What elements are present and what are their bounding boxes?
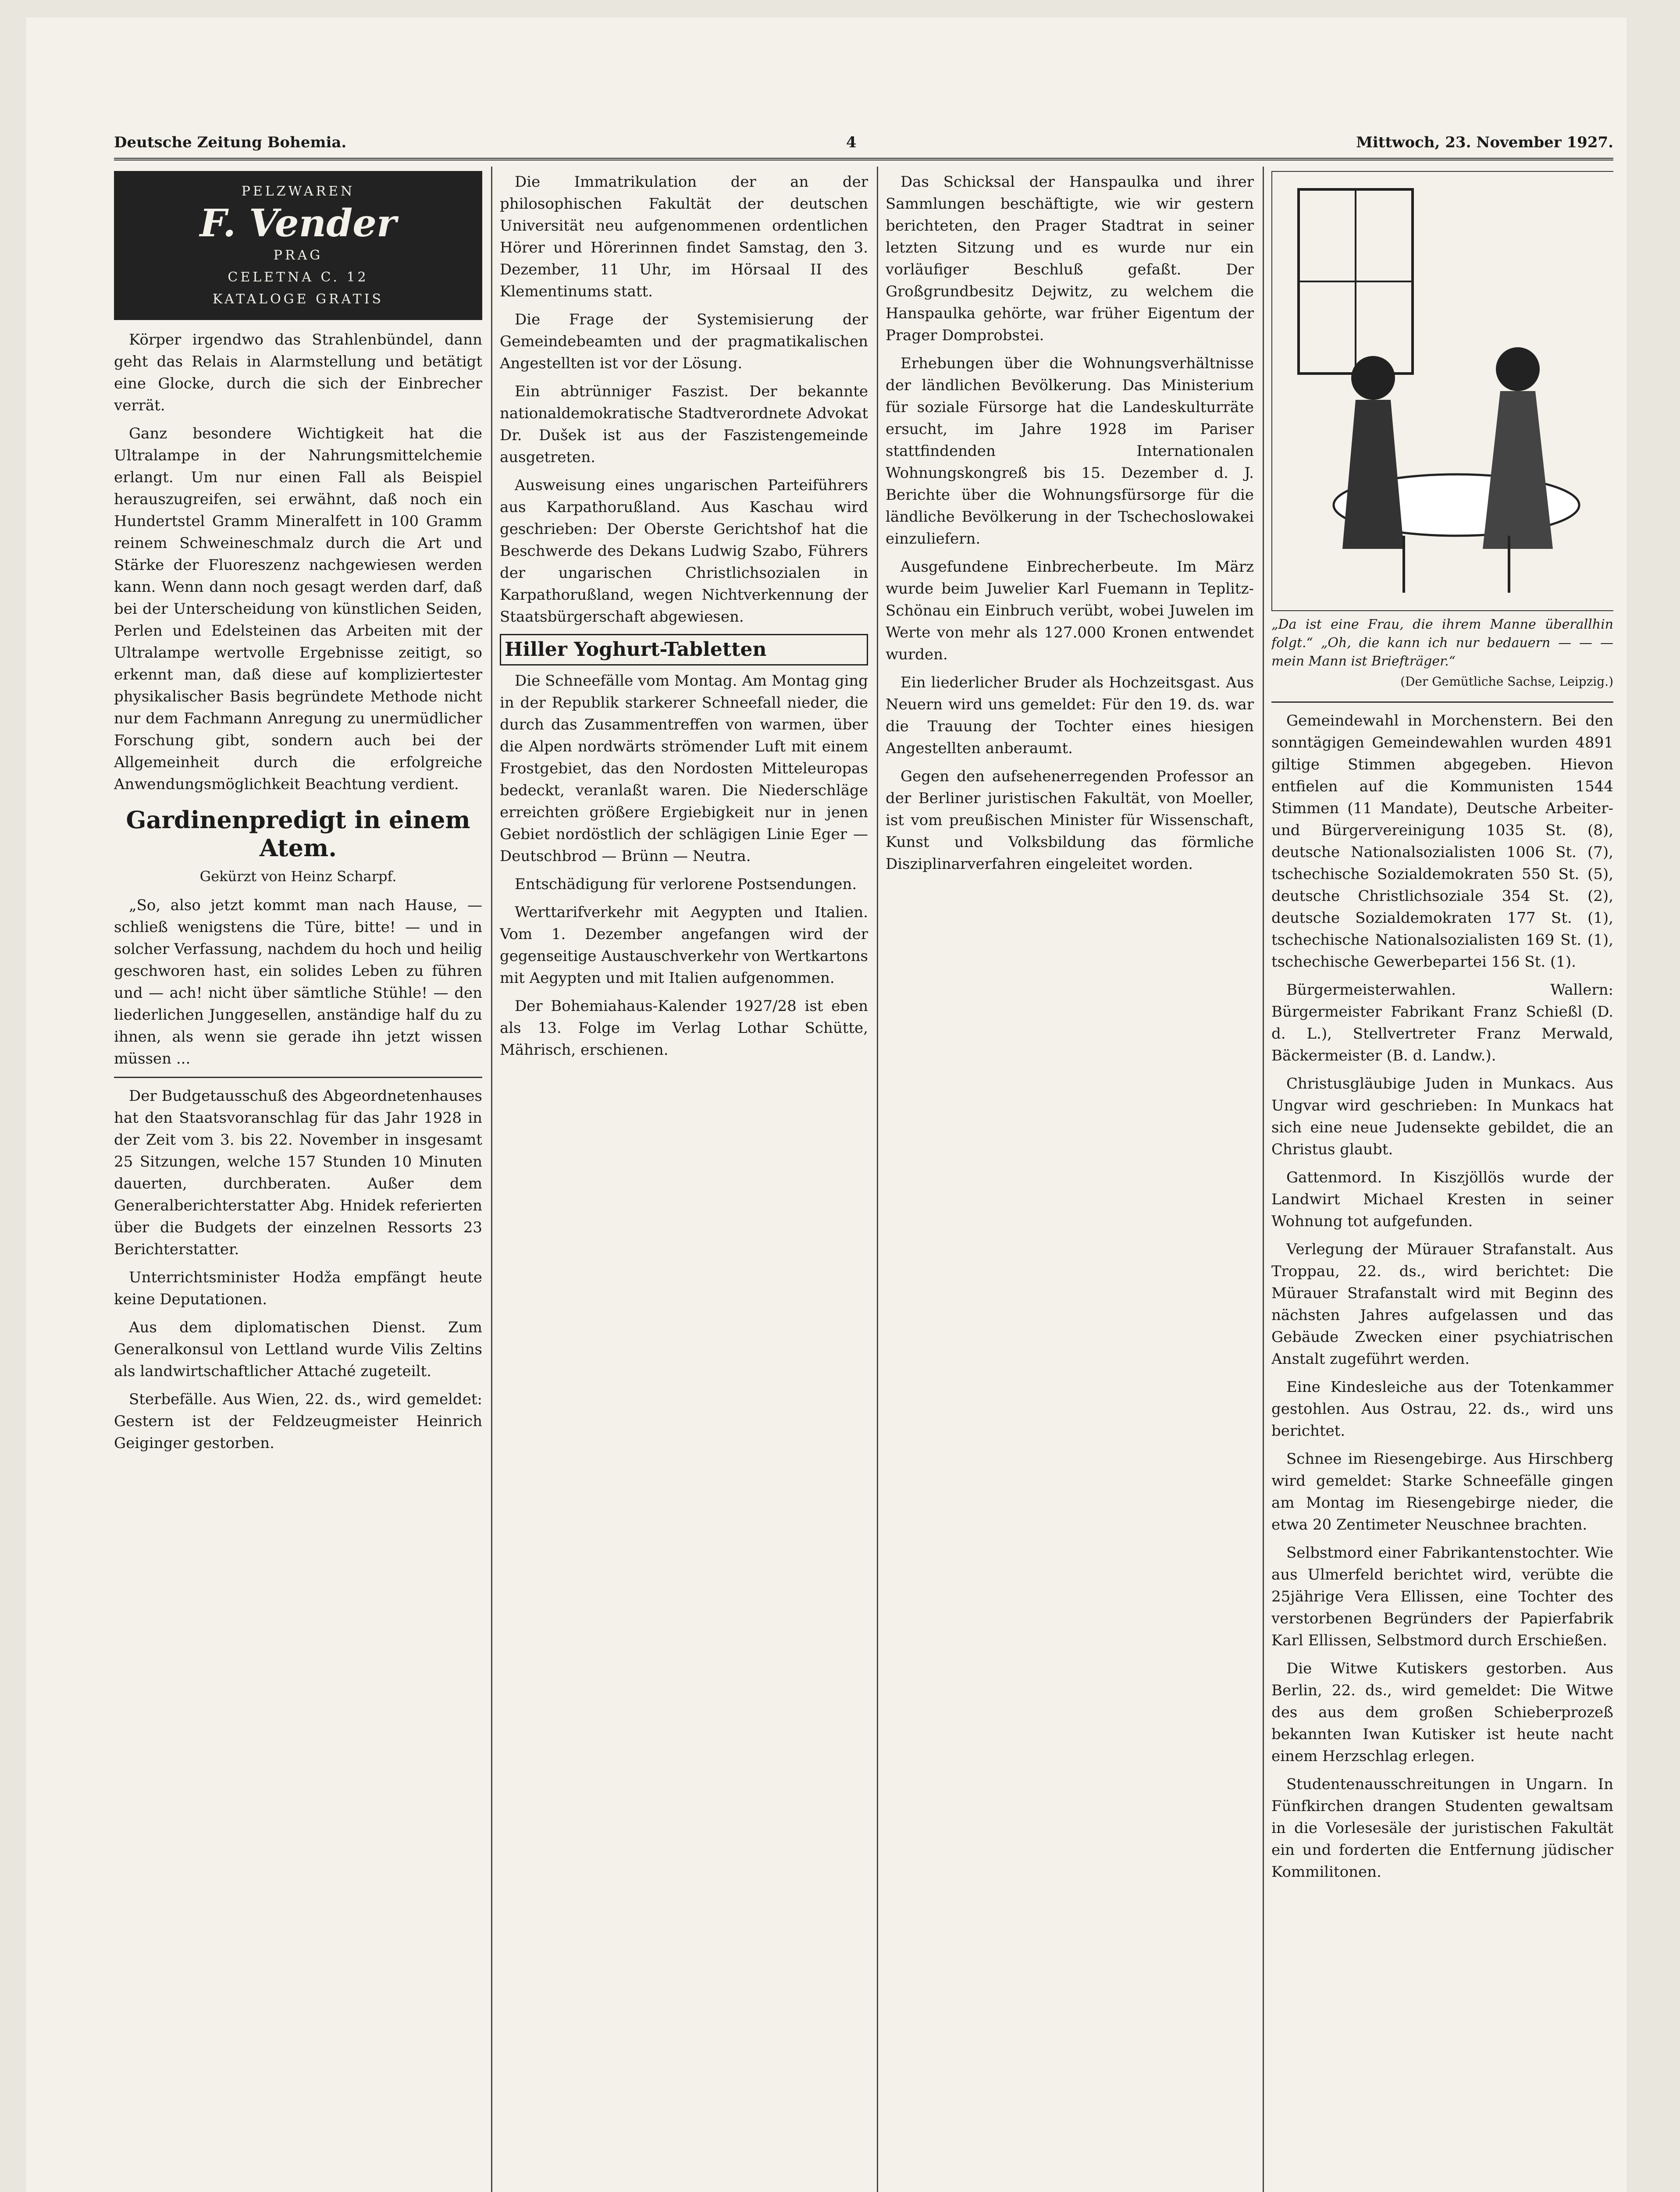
ad-fender-name: F. Vender: [199, 201, 397, 246]
article-paragraph: Christusgläubige Juden in Munkacs. Aus Ungvar wird geschrieben: In Munkacs hat sich eine neue Judensekte gebildet, die an Christus glaubt.: [1271, 1075, 1613, 1158]
article-paragraph: Aus dem diplomatischen Dienst. Zum Generalkonsul von Lettland wurde Vilis Zeltins als landwirtschaftlicher Attaché zugeteilt.: [114, 1319, 482, 1380]
cartoon-credit: (Der Gemütliche Sachse, Leipzig.): [1400, 674, 1613, 689]
divider: [114, 1077, 482, 1078]
column-3: [886, 171, 1254, 2192]
article-paragraph: Studentenausschreitungen in Ungarn. In Fünfkirchen drangen Studenten gewaltsam in die Vorlesesäle der juristischen Fakultät ein und forderten die Entfernung jüdischer Kommilitonen.: [1271, 1776, 1613, 1881]
column-1: [114, 171, 482, 2192]
article-paragraph: Ausgefundene Einbrecherbeute. Im März wurde beim Juwelier Karl Fuemann in Teplitz-Schönau ein Einbruch verübt, wobei Juwelen im Werte von mehr als 127.000 Kronen entwendet wurden.: [886, 558, 1254, 663]
column-2: [500, 171, 868, 2192]
ad-fender-address: CELETNA C. 12: [228, 270, 369, 285]
newspaper-name: Deutsche Zeitung Bohemia.: [114, 134, 347, 151]
column-rule: [877, 167, 878, 2192]
newspaper-page: [26, 18, 1627, 2192]
article-paragraph: Gemeindewahl in Morchenstern. Bei den sonntägigen Gemeindewahlen wurden 4891 giltige Stimmen abgegeben. Hievon entfielen auf die Kommunisten 1544 Stimmen (11 Mandate), Deutsche Arbeiter- und Bürgervereinigung 1035 St. (8), deutsche Nationalsozialisten 1006 St. (7), tschechische Sozialdemokraten 550 St. (5), deutsche Christlichsoziale 354 St. (2), deutsche Sozialdemokraten 177 St. (1), tschechische Nationalsozialisten 169 St. (1), tschechische Gewerbepartei 156 St. (1).: [1271, 712, 1613, 971]
ad-hiller-tablets: Hiller Yoghurt-Tabletten: [500, 634, 868, 665]
divider: [1271, 701, 1613, 703]
article-paragraph: Entschädigung für verlorene Postsendungen.: [515, 875, 857, 893]
issue-date: Mittwoch, 23. November 1927.: [1356, 134, 1613, 151]
article-paragraph: „So, also jetzt kommt man nach Hause, — schließ wenigstens die Türe, bitte! — und in solcher Verfassung, nachdem du hoch und heilig geschworen hast, ein solides Leben zu führen und — ach! nicht über sämtliche Stühle! — den liederlichen Junggesellen, anständige half du zu ihnen, als wenn sie gerade ihn jetzt wissen müssen ...: [114, 897, 482, 1068]
article-paragraph: Ganz besondere Wichtigkeit hat die Ultralampe in der Nahrungsmittelchemie erlangt. Um nur einen Fall als Beispiel herauszugreifen, sei erwähnt, daß noch ein Hundertstel Gramm Mineralfett in 100 Gramm reinem Schweineschmalz durch die Art und Stärke der Fluoreszenz nachgewiesen werden kann. Wenn dann noch gesagt werden darf, daß bei der Unterscheidung von künstlichen Seiden, Perlen und Edelsteinen das Arbeiten mit der Ultralampe wertvolle Ergebnisse zeitigt, so erkennt man, daß diese auf kompliziertester physikalischer Basis begründete Methode nicht nur dem Fachmann Anregung zu unermüdlicher Forschung gibt, sondern auch bei der Allgemeinheit durch die erfolgreiche Anwendungsmöglichkeit Beachtung verdient.: [114, 425, 482, 793]
article-byline: Gekürzt von Heinz Scharpf.: [199, 868, 397, 885]
article-paragraph: Erhebungen über die Wohnungsverhältnisse der ländlichen Bevölkerung. Das Ministerium für soziale Fürsorge hat die Landeskulturräte ersucht, im Jahre 1928 im Pariser stattfindenden Internationalen Wohnungskongreß bis 15. Dezember d. J. Berichte über die Wohnungsfürsorge für die ländliche Bevölkerung in der Tschechoslowakei einzuliefern.: [886, 355, 1254, 548]
cartoon-caption: „Da ist eine Frau, die ihrem Manne überallhin folgt.“ „Oh, die kann ich nur bedauern — — — mein Mann ist Briefträger.“: [1271, 617, 1613, 669]
article-paragraph: Unterrichtsminister Hodža empfängt heute keine Deputationen.: [114, 1269, 482, 1308]
column-4: [1271, 171, 1613, 2192]
page-number: 4: [846, 134, 857, 151]
page-header: [114, 127, 1613, 160]
article-paragraph: Selbstmord einer Fabrikantenstochter. Wie aus Ulmerfeld berichtet wird, verübte die 25jährige Vera Ellissen, eine Tochter des verstorbenen Begründers der Papierfabrik Karl Ellissen, Selbstmord durch Erschießen.: [1271, 1544, 1613, 1649]
cartoon-drawing: [1272, 172, 1613, 610]
article-paragraph: Die Immatrikulation der an der philosophischen Fakultät der deutschen Universität neu aufgenommenen ordentlichen Hörer und Hörerinnen findet Samstag, den 3. Dezember, 11 Uhr, im Hörsaal II des Klementinums statt.: [500, 173, 868, 300]
column-rule: [1263, 167, 1264, 2192]
article-paragraph: Werttarifverkehr mit Aegypten und Italien. Vom 1. Dezember angefangen wird der gegenseitige Austauschverkehr von Wertkartons mit Aegypten und mit Italien aufgenommen.: [500, 904, 868, 987]
article-paragraph: Die Frage der Systemisierung der Gemeindebeamten und der pragmatikalischen Angestellten ist vor der Lösung.: [500, 311, 868, 372]
article-paragraph: Der Bohemiahaus-Kalender 1927/28 ist eben als 13. Folge im Verlag Lothar Schütte, Mährisch, erschienen.: [500, 997, 868, 1059]
column-rule: [491, 167, 492, 2192]
article-paragraph: Der Budgetausschuß des Abgeordnetenhauses hat den Staatsvoranschlag für das Jahr 1928 in der Zeit vom 3. bis 22. November in insgesamt 25 Sitzungen, welche 157 Stunden 10 Minuten dauerten, durchberaten. Außer dem Generalberichterstatter Abg. Hnidek referierten über die Budgets der einzelnen Ressorts 23 Berichterstatter.: [114, 1087, 482, 1258]
article-paragraph: Ausweisung eines ungarischen Parteiführers aus Karpathorußland. Aus Kaschau wird geschrieben: Der Oberste Gerichtshof hat die Beschwerde des Dekans Ludwig Szabo, Führers der ungarischen Christlichsozialen in Karpathorußland, wegen Nichtverkennung der Staatsbürgerschaft abgewiesen.: [500, 477, 868, 626]
article-paragraph: Ein liederlicher Bruder als Hochzeitsgast. Aus Neuern wird uns gemeldet: Für den 19. ds. war die Trauung der Tochter eines hiesigen Angestellten anberaumt.: [886, 674, 1254, 757]
ad-fender-category: PELZWAREN: [241, 184, 355, 199]
article-paragraph: Schnee im Riesengebirge. Aus Hirschberg wird gemeldet: Starke Schneefälle gingen am Montag im Riesengebirge nieder, die etwa 20 Zentimeter Neuschnee brachten.: [1271, 1450, 1613, 1534]
article-paragraph: Die Witwe Kutiskers gestorben. Aus Berlin, 22. ds., wird gemeldet: Die Witwe des aus dem großen Schieberprozeß bekannten Iwan Kutisker ist heute nacht einem Herzschlag erlegen.: [1271, 1660, 1613, 1765]
article-paragraph: Gegen den aufsehenerregenden Professor an der Berliner juristischen Fakultät, von Moeller, ist vom preußischen Minister für Wissenschaft, Kunst und Volksbildung das förmliche Disziplinarverfahren eingeleitet worden.: [886, 768, 1254, 873]
article-headline: Gardinenpredigt in einem Atem.: [126, 806, 470, 862]
article-paragraph: Gattenmord. In Kiszjöllös wurde der Landwirt Michael Kresten in seiner Wohnung tot aufgefunden.: [1271, 1169, 1613, 1230]
article-paragraph: Die Schneefälle vom Montag. Am Montag ging in der Republik starkerer Schneefall nieder, die durch das Zusammentreffen von warmen, über die Alpen nordwärts strömender Luft mit einem Frostgebiet, das den Nordosten Mitteleuropas bedeckt, veranlaßt waren. Die Niederschläge erreichten größere Ergiebigkeit nur in jenen Gebiet nordöstlich der schlägigen Linie Eger — Deutschbrod — Brünn — Neutra.: [500, 672, 868, 865]
article-paragraph: Sterbefälle. Aus Wien, 22. ds., wird gemeldet: Gestern ist der Feldzeugmeister Heinrich Geiginger gestorben.: [114, 1391, 482, 1452]
article-paragraph: Ein abtrünniger Faszist. Der bekannte nationaldemokratische Stadtverordnete Advokat Dr. Dušek ist aus der Faszistengemeinde ausgetreten.: [500, 383, 868, 466]
article-paragraph: Verlegung der Mürauer Strafanstalt. Aus Troppau, 22. ds., wird berichtet: Die Mürauer Strafanstalt wird mit Beginn des nächsten Jahres aufgelassen und das Gebäude Zwecken einer psychiatrischen Anstalt zugeführt werden.: [1271, 1241, 1613, 1368]
article-paragraph: Bürgermeisterwahlen. Wallern: Bürgermeister Fabrikant Franz Schießl (D. d. L.), Stellvertreter Franz Merwald, Bäckermeister (B. d. Landw.).: [1271, 981, 1613, 1064]
ad-fender-catalog: KATALOGE GRATIS: [212, 292, 384, 307]
ad-fender-city: PRAG: [273, 248, 323, 263]
cartoon-illustration: [1271, 171, 1613, 611]
article-paragraph: Eine Kindesleiche aus der Totenkammer gestohlen. Aus Ostrau, 22. ds., wird uns berichtet.: [1271, 1378, 1613, 1440]
article-paragraph: Körper irgendwo das Strahlenbündel, dann geht das Relais in Alarmstellung und betätigt eine Glocke, durch die sich der Einbrecher verrät.: [114, 331, 482, 414]
ad-fender-furs: [114, 171, 482, 320]
article-paragraph: Das Schicksal der Hanspaulka und ihrer Sammlungen beschäftigte, wie wir gestern berichteten, den Prager Stadtrat in seiner letzten Sitzung und es wurde nur ein vorläufiger Beschluß gefaßt. Der Großgrundbesitz Dejwitz, zu welchem die Hanspaulka gehörte, war früher Eigentum der Prager Domprobstei.: [886, 173, 1254, 344]
